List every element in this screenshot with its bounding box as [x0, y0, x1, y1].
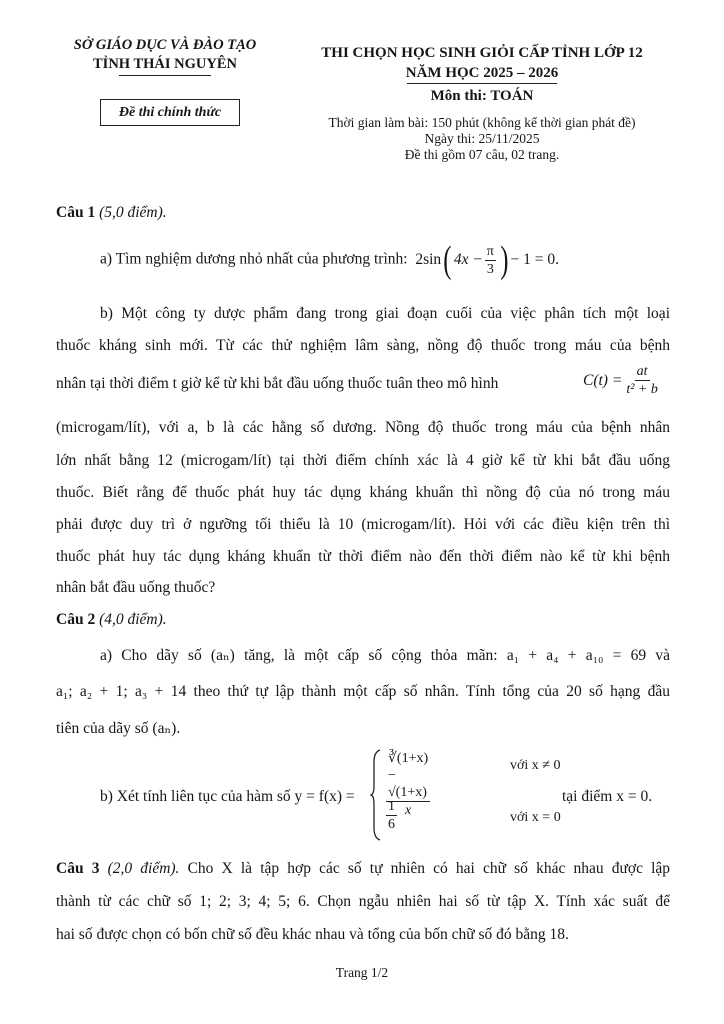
q1-points: (5,0 điểm).: [99, 204, 167, 221]
q3-line-3: hai số được chọn có bốn chữ số đều khác nhau và tổng của bốn chữ số đó bằng 18.: [56, 926, 569, 943]
school-year: NĂM HỌC 2025 – 2026: [405, 65, 559, 81]
model-fraction: [624, 363, 660, 398]
q1a-eq-left: 2sin: [415, 251, 442, 268]
q2a-line-2: a₁; a₂ + 1; a₃ + 14 theo thứ tự lập thành một cấp số nhân. Tính tổng của 20 số hạng đầu: [56, 683, 670, 700]
q1-heading: [56, 204, 670, 222]
case1-numerator: ∛(1+x) − √(1+x): [388, 751, 429, 800]
q1b-line-5: lớn nhất bằng 12 (microgam/lít) tại thời điểm chính xác là 4 giờ kể từ khi bắt đầu uống: [56, 452, 670, 469]
province-name: TỈNH THÁI NGUYÊN: [93, 56, 237, 72]
exam-title: THI CHỌN HỌC SINH GIỎI CẤP TỈNH LỚP 12: [321, 45, 643, 61]
q3-line-1-text: Cho X là tập hợp các số tự nhiên có hai chữ số khác nhau được lập: [187, 860, 671, 877]
case1-condition: với x ≠ 0: [510, 758, 561, 773]
left-brace-icon: [370, 748, 382, 842]
q1b-line-1: b) Một công ty dược phẩm đang trong giai đoạn cuối của việc phân tích một loại: [100, 305, 670, 322]
q1-title: Câu 1: [56, 204, 96, 221]
case2-denominator: 6: [388, 817, 395, 832]
case2-fraction: [386, 798, 397, 833]
fraction-denominator: 3: [486, 261, 494, 277]
q1b-line-2: thuốc kháng sinh mới. Từ các thử nghiệm lâm sàng, nồng độ thuốc trong máu của bệnh: [56, 337, 670, 354]
q2a-line-3: tiên của dãy số (aₙ).: [56, 720, 181, 737]
q1a-line: [56, 239, 670, 281]
q2-title: Câu 2: [56, 611, 96, 628]
q3-title: Câu 3: [56, 860, 100, 877]
q2b-suffix: tại điểm x = 0.: [562, 788, 653, 805]
q1b-line-4: (microgam/lít), với a, b là các hằng số dương. Nồng độ thuốc trong máu của bệnh nhân: [56, 419, 670, 436]
q3-line-1: [56, 860, 670, 878]
q1b-line-6: thuốc. Biết rằng để thuốc phát huy tác dụng kháng khuẩn thì nồng độ của nó trong máu: [56, 484, 670, 501]
q1a-eq-inner: 4x −: [453, 251, 483, 268]
q1b-line-7: phải được duy trì ở ngưỡng tối thiểu là 10 (microgam/lít). Hỏi với các điều kiện trên thì: [56, 516, 670, 533]
case1-denominator: x: [404, 803, 412, 818]
paren-open: (: [443, 239, 452, 281]
q1b-line-8: thuốc phát huy tác dụng kháng khuẩn từ thời điểm nào đến thời điểm nào kể từ khi bệnh: [56, 548, 670, 565]
q1b-line-9: nhân bắt đầu uống thuốc?: [56, 579, 216, 596]
q2b-prefix: b) Xét tính liên tục của hàm số y = f(x) =: [100, 788, 355, 805]
q3-points: (2,0 điểm).: [107, 860, 180, 877]
pi-over-3-fraction: [485, 243, 496, 278]
province-underline: [119, 75, 211, 76]
case2-numerator: 1: [388, 799, 395, 814]
header-right: [296, 43, 668, 163]
official-exam-label: Đề thi chính thức: [100, 99, 240, 126]
page-count: Đề thi gồm 07 câu, 02 trang.: [404, 147, 560, 162]
time-allowed: Thời gian làm bài: 150 phút (không kể thời gian phát đề): [328, 115, 636, 130]
header-left: [62, 36, 268, 76]
paren-close: ): [500, 239, 509, 281]
q1b-line-3: [56, 364, 670, 397]
drug-model-formula: [583, 363, 662, 398]
q1a-equation: [411, 239, 559, 281]
model-lhs: C(t) =: [583, 371, 623, 389]
q3-line-2: thành từ các chữ số 1; 2; 3; 4; 5; 6. Chọn ngẫu nhiên hai số từ tập X. Tính xác suất để: [56, 893, 670, 910]
q1a-eq-right: − 1 = 0.: [510, 251, 559, 268]
model-denominator: t² + b: [626, 382, 658, 397]
page-footer: Trang 1/2: [335, 965, 389, 980]
q2-points: (4,0 điểm).: [99, 611, 167, 628]
q1b-line-3-text: nhân tại thời điểm t giờ kể từ khi bắt đầu uống thuốc tuân theo mô hình: [56, 375, 499, 392]
department-name: SỞ GIÁO DỤC VÀ ĐÀO TẠO: [73, 37, 257, 53]
q2a-line-1: a) Cho dãy số (aₙ) tăng, là một cấp số cộng thỏa mãn: a₁ + a₄ + a₁₀ = 69 và: [100, 647, 670, 664]
model-numerator: at: [636, 364, 648, 379]
case2-condition: với x = 0: [510, 810, 561, 825]
subject: Môn thi: TOÁN: [430, 88, 534, 104]
school-year-underline: [407, 83, 557, 84]
q1a-text: a) Tìm nghiệm dương nhỏ nhất của phương trình:: [100, 250, 408, 268]
case-x-zero: [384, 798, 561, 833]
fraction-numerator: π: [486, 243, 494, 259]
exam-date: Ngày thi: 25/11/2025: [424, 131, 540, 146]
q2-heading: [56, 611, 670, 629]
